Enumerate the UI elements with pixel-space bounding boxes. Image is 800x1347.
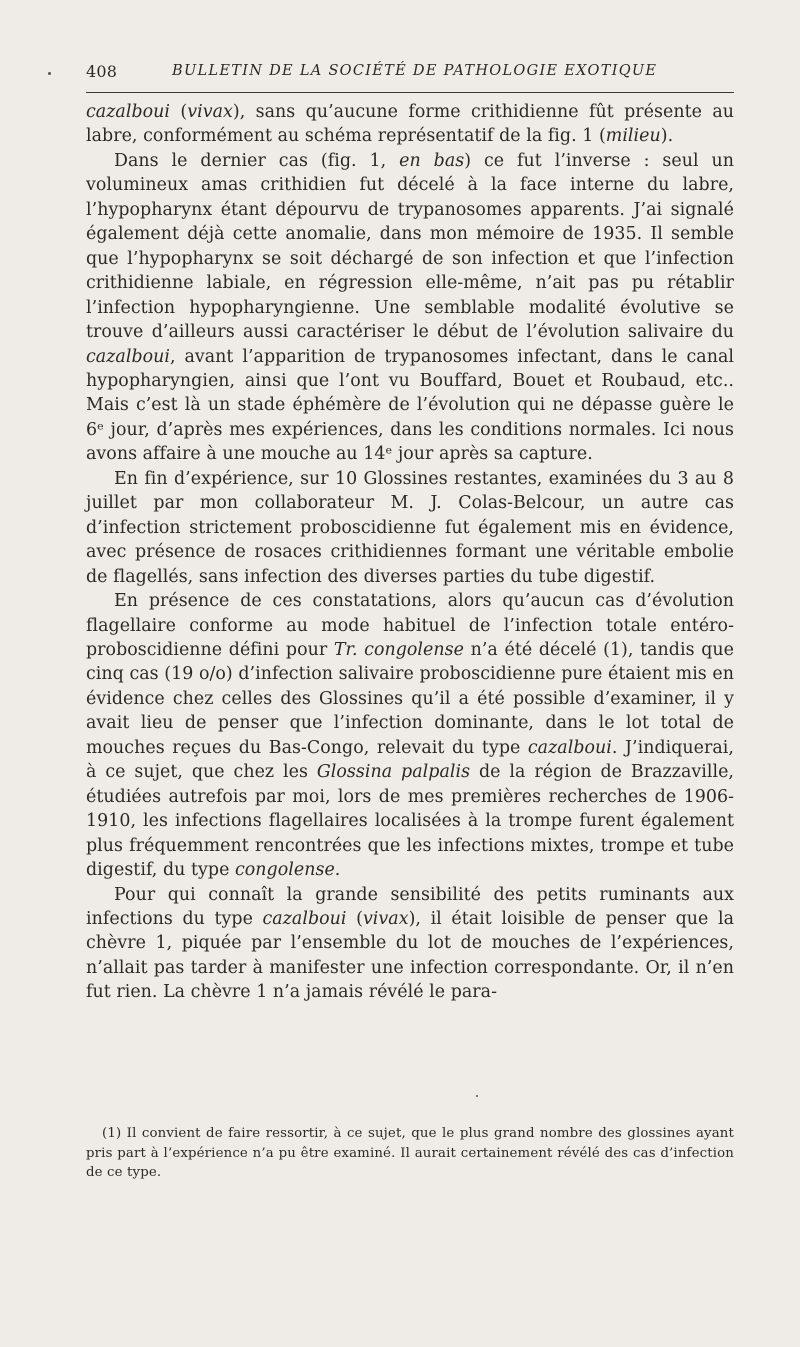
journal-title: BULLETIN DE LA SOCIÉTÉ DE PATHOLOGIE EXOTIQUE [172,63,658,79]
text-run: . J’indiquerai, à ce sujet, que chez les [86,737,734,783]
footnote [86,1124,734,1183]
italic-text: cazalboui [86,346,171,367]
italic-text: cazalboui [527,737,612,758]
italic-text: congolense [235,860,335,881]
text-run: ( [170,102,188,122]
scan-speck [48,72,51,75]
italic-text: vivax [187,102,233,122]
text-run: ), il était loisible de penser que la chèvre 1, piquée par l’ensemble du lot de mouches de l’expériences, n’allait pas tarder à manifester une infection correspondante. Or, il n’en fut rien. La chèvre 1 n’a jamais révélé le para- [86,908,734,1003]
italic-text: Glossina palpalis [316,762,471,783]
paragraph [86,467,734,589]
text-run: ). [660,126,674,147]
text-run: Dans le dernier cas (fig. 1, [114,150,400,171]
scan-speck [476,1095,478,1097]
italic-text: Tr. congolense [333,639,464,660]
paragraph [86,100,734,149]
body-text [86,100,734,1005]
text-run: . [334,860,341,881]
text-run: Pour qui connaît la grande sensibilité des petits ruminants aux infections du type [86,884,734,929]
italic-text: cazalboui [86,102,171,122]
italic-text: vivax [362,908,409,929]
footnote-text: (1) Il convient de faire ressortir, à ce sujet, que le plus grand nombre des glossines ayant pris part à l’expérience n’a pu être examiné. Il aurait certainement révélé des cas d’infection de ce type. [86,1126,734,1180]
text-run: En présence de ces constatations, alors qu’aucun cas d’évolution flagellaire conforme au mode habituel de l’infection totale entéro-proboscidienne défini pour [86,591,734,660]
text-run: ( [346,908,363,929]
italic-text: cazalboui [262,908,347,929]
paragraph [86,589,734,882]
paragraph [86,883,734,1005]
paragraph [86,149,734,467]
text-run: En fin d’expérience, sur 10 Glossines restantes, examinées du 3 au 8 juillet par mon collaborateur M. J. Colas-Belcour, un autre cas d’infection strictement proboscidienne fut également mis en évidence, avec présence de rosaces crithidiennes formant une véritable embolie de flagellés, sans infection des diverses parties du tube digestif. [86,468,734,587]
text-run: , avant l’apparition de trypanosomes infectant, dans le canal hypopharyngien, ainsi que l’ont vu Bouffard, Bouet et Roubaud, etc.. Mais c’est là un stade éphémère de l’évolution qui ne dépasse guère le 6ᵉ jour, d’après mes expériences, dans les conditions normales. Ici nous avons affaire à une mouche au 14ᵉ jour après sa capture. [86,346,734,465]
text-run: ), sans qu’aucune forme crithidienne fût présente au labre, conformément au schéma représentatif de la fig. 1 ( [86,102,735,147]
italic-text: en bas [399,150,465,171]
running-header [86,62,734,93]
italic-text: milieu [605,126,661,147]
page-number: 408 [86,62,118,81]
text-run: ) ce fut l’inverse : seul un volumineux amas crithidien fut décelé à la face interne du labre, l’hypopharynx étant dépourvu de trypanosomes apparents. J’ai signalé également déjà cette anomalie, dans mon mémoire de 1935. Il semble que l’hypopharynx se soit déchargé de son infection et que l’infection crithidienne labiale, en régression elle-même, n’ait pas pu rétablir l’infection hypopharyngienne. Une semblable modalité évolutive se trouve d’ailleurs aussi caractériser le début de l’évolution salivaire du [86,150,734,343]
text-run: de la région de Brazzaville, étudiées autrefois par moi, lors de mes premières recherches de 1906-1910, les infections flagellaires localisées à la trompe furent également plus fréquemment rencontrées que les infections mixtes, trompe et tube digestif, du type [86,762,734,881]
text-run: n’a été décelé (1), tandis que cinq cas (19 o/o) d’infection salivaire proboscidienne pure étaient mis en évidence chez celles des Glossines qu’il a été possible d’examiner, il y avait lieu de penser que l’infection dominante, dans le lot total de mouches reçues du Bas-Congo, relevait du type [86,639,734,758]
